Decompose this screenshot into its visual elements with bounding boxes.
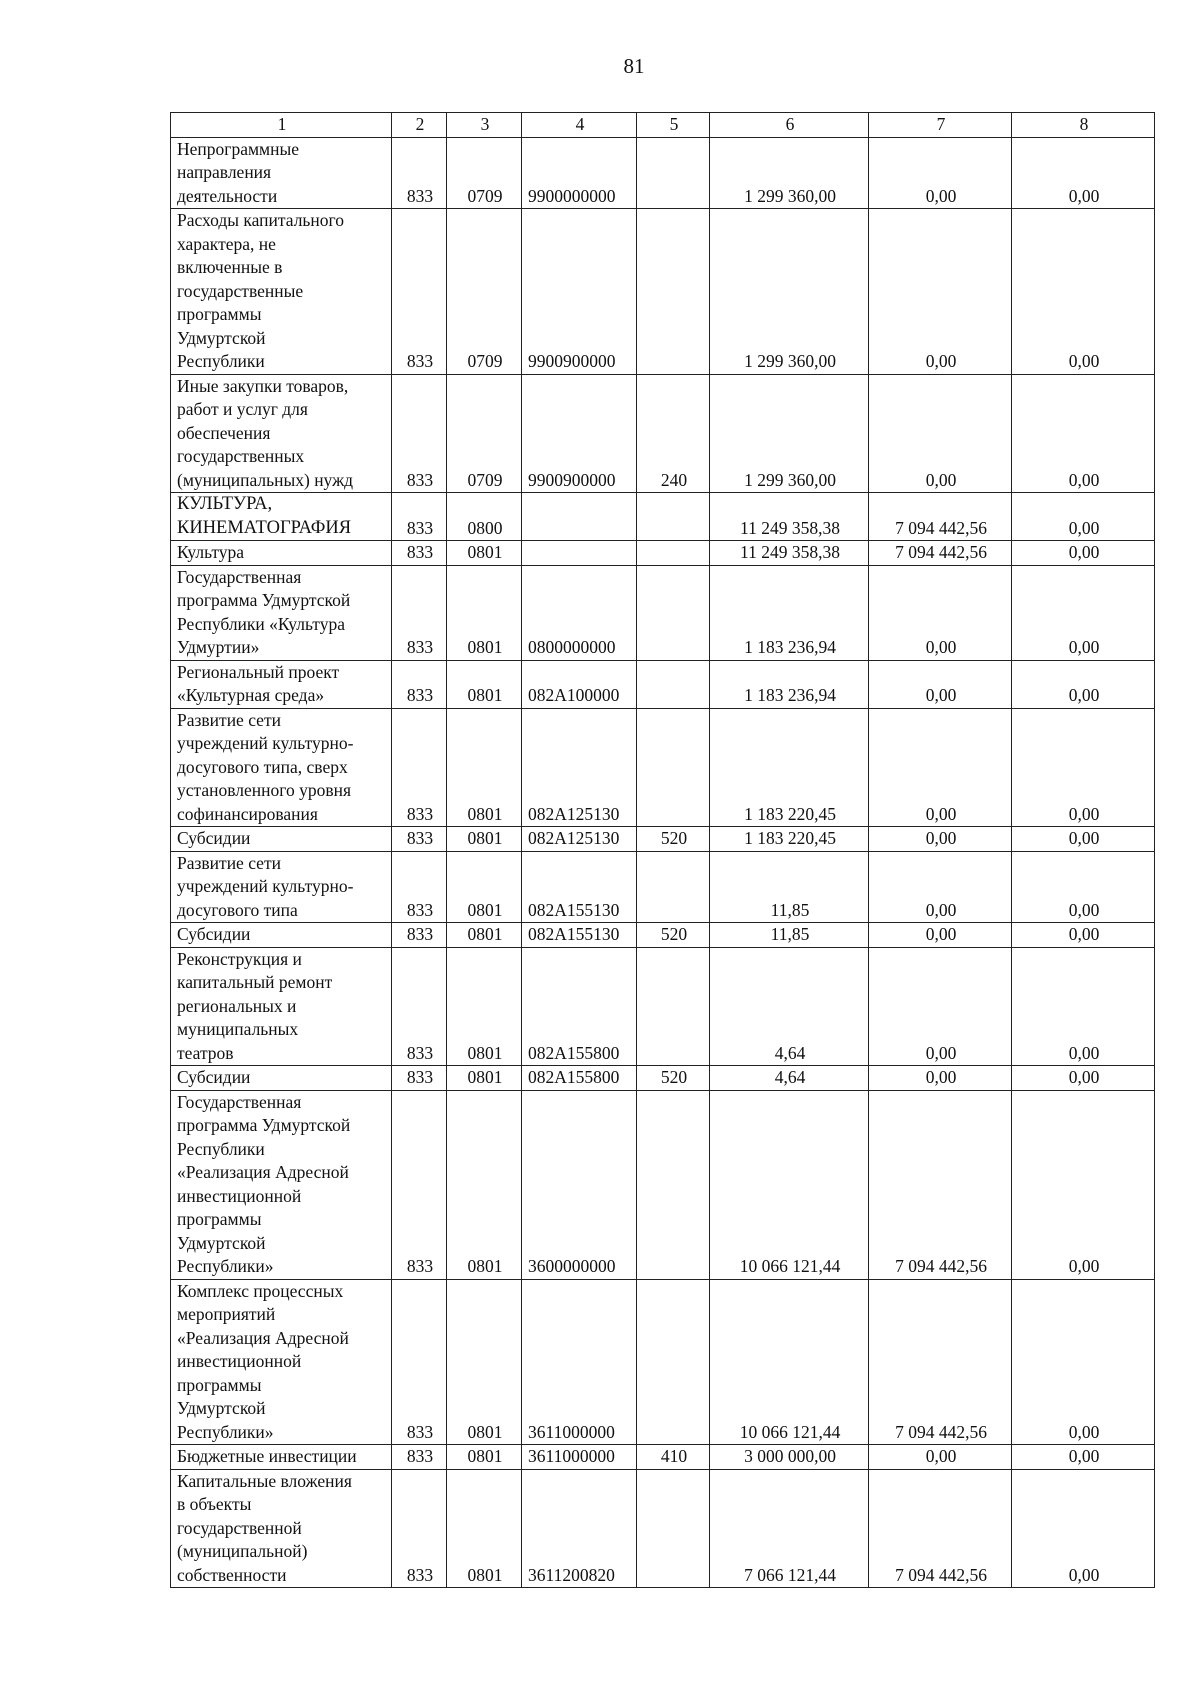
target-article-cell: 3611200820 — [522, 1469, 637, 1588]
ministry-code-cell: 833 — [392, 851, 447, 923]
target-article-cell: 9900900000 — [522, 374, 637, 493]
expense-type-cell — [637, 708, 710, 827]
header-cell: 1 — [171, 113, 392, 138]
expense-type-cell — [637, 1469, 710, 1588]
amount-other-cell: 0,00 — [1012, 137, 1155, 209]
row-name-cell: Бюджетные инвестиции — [171, 1445, 392, 1470]
amount-federal-cell: 7 094 442,56 — [869, 493, 1012, 541]
section-code-cell: 0801 — [447, 708, 522, 827]
expense-type-cell — [637, 1279, 710, 1445]
amount-other-cell: 0,00 — [1012, 923, 1155, 948]
amount-total-cell: 10 066 121,44 — [710, 1279, 869, 1445]
ministry-code-cell: 833 — [392, 137, 447, 209]
row-name-cell: Региональный проект «Культурная среда» — [171, 660, 392, 708]
section-code-cell: 0801 — [447, 1279, 522, 1445]
amount-other-cell: 0,00 — [1012, 827, 1155, 852]
table-row — [171, 137, 1155, 209]
budget-table — [170, 112, 1155, 1588]
row-name-cell: Культура — [171, 541, 392, 566]
table-row — [171, 1445, 1155, 1470]
ministry-code-cell: 833 — [392, 1279, 447, 1445]
row-name-cell: Комплекс процессных мероприятий «Реализация Адресной инвестиционной программы Удмуртской Республики» — [171, 1279, 392, 1445]
expense-type-cell: 520 — [637, 1066, 710, 1091]
section-code-cell: 0709 — [447, 137, 522, 209]
amount-other-cell: 0,00 — [1012, 1445, 1155, 1470]
section-code-cell: 0801 — [447, 565, 522, 660]
amount-total-cell: 1 183 236,94 — [710, 660, 869, 708]
section-code-cell: 0801 — [447, 1445, 522, 1470]
section-code-cell: 0801 — [447, 1469, 522, 1588]
amount-federal-cell: 0,00 — [869, 923, 1012, 948]
row-name-cell: Капитальные вложения в объекты государственной (муниципальной) собственности — [171, 1469, 392, 1588]
amount-other-cell: 0,00 — [1012, 374, 1155, 493]
section-code-cell: 0801 — [447, 541, 522, 566]
amount-federal-cell: 0,00 — [869, 827, 1012, 852]
ministry-code-cell: 833 — [392, 923, 447, 948]
table-row — [171, 947, 1155, 1066]
target-article-cell — [522, 493, 637, 541]
amount-total-cell: 3 000 000,00 — [710, 1445, 869, 1470]
section-code-cell: 0801 — [447, 947, 522, 1066]
row-name-cell: Расходы капитального характера, не включенные в государственные программы Удмуртской Республики — [171, 209, 392, 375]
expense-type-cell — [637, 947, 710, 1066]
header-cell: 2 — [392, 113, 447, 138]
target-article-cell — [522, 541, 637, 566]
row-name-cell: Субсидии — [171, 827, 392, 852]
section-code-cell: 0800 — [447, 493, 522, 541]
row-name-cell: Непрограммные направления деятельности — [171, 137, 392, 209]
header-cell: 8 — [1012, 113, 1155, 138]
amount-other-cell: 0,00 — [1012, 947, 1155, 1066]
amount-total-cell: 1 299 360,00 — [710, 209, 869, 375]
amount-federal-cell: 0,00 — [869, 947, 1012, 1066]
amount-federal-cell: 0,00 — [869, 565, 1012, 660]
amount-federal-cell: 0,00 — [869, 374, 1012, 493]
header-cell: 4 — [522, 113, 637, 138]
amount-federal-cell: 0,00 — [869, 1066, 1012, 1091]
amount-total-cell: 11,85 — [710, 923, 869, 948]
target-article-cell: 3611000000 — [522, 1445, 637, 1470]
section-code-cell: 0801 — [447, 1090, 522, 1279]
target-article-cell: 3600000000 — [522, 1090, 637, 1279]
row-name-cell: Развитие сети учреждений культурно- досугового типа, сверх установленного уровня софинансирования — [171, 708, 392, 827]
amount-total-cell: 1 183 220,45 — [710, 708, 869, 827]
amount-total-cell: 1 183 220,45 — [710, 827, 869, 852]
expense-type-cell — [637, 660, 710, 708]
target-article-cell: 082A155800 — [522, 947, 637, 1066]
table-row — [171, 209, 1155, 375]
amount-federal-cell: 0,00 — [869, 137, 1012, 209]
ministry-code-cell: 833 — [392, 541, 447, 566]
header-cell: 7 — [869, 113, 1012, 138]
table-row — [171, 1469, 1155, 1588]
section-code-cell: 0801 — [447, 851, 522, 923]
row-name-cell: Развитие сети учреждений культурно- досугового типа — [171, 851, 392, 923]
table-row — [171, 1066, 1155, 1091]
target-article-cell: 082A100000 — [522, 660, 637, 708]
target-article-cell: 082A155130 — [522, 923, 637, 948]
row-name-cell: Иные закупки товаров, работ и услуг для обеспечения государственных (муниципальных) нужд — [171, 374, 392, 493]
ministry-code-cell: 833 — [392, 209, 447, 375]
expense-type-cell — [637, 565, 710, 660]
amount-federal-cell: 7 094 442,56 — [869, 1279, 1012, 1445]
expense-type-cell: 520 — [637, 923, 710, 948]
amount-federal-cell: 0,00 — [869, 1445, 1012, 1470]
expense-type-cell — [637, 137, 710, 209]
row-name-cell: КУЛЬТУРА, КИНЕМАТОГРАФИЯ — [171, 493, 392, 541]
target-article-cell: 3611000000 — [522, 1279, 637, 1445]
table-header-row — [171, 113, 1155, 138]
amount-federal-cell: 0,00 — [869, 660, 1012, 708]
expense-type-cell: 240 — [637, 374, 710, 493]
row-name-cell: Государственная программа Удмуртской Республики «Реализация Адресной инвестиционной программы Удмуртской Республики» — [171, 1090, 392, 1279]
expense-type-cell — [637, 1090, 710, 1279]
amount-total-cell: 4,64 — [710, 947, 869, 1066]
section-code-cell: 0801 — [447, 660, 522, 708]
ministry-code-cell: 833 — [392, 374, 447, 493]
amount-other-cell: 0,00 — [1012, 1279, 1155, 1445]
amount-other-cell: 0,00 — [1012, 1066, 1155, 1091]
ministry-code-cell: 833 — [392, 1445, 447, 1470]
expense-type-cell — [637, 541, 710, 566]
table-row — [171, 1090, 1155, 1279]
ministry-code-cell: 833 — [392, 827, 447, 852]
section-code-cell: 0801 — [447, 923, 522, 948]
amount-federal-cell: 0,00 — [869, 209, 1012, 375]
target-article-cell: 082A125130 — [522, 827, 637, 852]
target-article-cell: 082A125130 — [522, 708, 637, 827]
amount-other-cell: 0,00 — [1012, 851, 1155, 923]
ministry-code-cell: 833 — [392, 493, 447, 541]
amount-federal-cell: 7 094 442,56 — [869, 541, 1012, 566]
amount-total-cell: 11 249 358,38 — [710, 493, 869, 541]
amount-other-cell: 0,00 — [1012, 565, 1155, 660]
section-code-cell: 0709 — [447, 374, 522, 493]
ministry-code-cell: 833 — [392, 1469, 447, 1588]
ministry-code-cell: 833 — [392, 947, 447, 1066]
table-row — [171, 493, 1155, 541]
target-article-cell: 082A155800 — [522, 1066, 637, 1091]
target-article-cell: 9900900000 — [522, 209, 637, 375]
ministry-code-cell: 833 — [392, 708, 447, 827]
ministry-code-cell: 833 — [392, 660, 447, 708]
row-name-cell: Субсидии — [171, 923, 392, 948]
amount-federal-cell: 0,00 — [869, 708, 1012, 827]
amount-total-cell: 11 249 358,38 — [710, 541, 869, 566]
amount-federal-cell: 0,00 — [869, 851, 1012, 923]
table-row — [171, 827, 1155, 852]
expense-type-cell: 520 — [637, 827, 710, 852]
row-name-cell: Реконструкция и капитальный ремонт региональных и муниципальных театров — [171, 947, 392, 1066]
amount-other-cell: 0,00 — [1012, 541, 1155, 566]
table-row — [171, 923, 1155, 948]
amount-total-cell: 1 299 360,00 — [710, 137, 869, 209]
expense-type-cell: 410 — [637, 1445, 710, 1470]
row-name-cell: Государственная программа Удмуртской Республики «Культура Удмуртии» — [171, 565, 392, 660]
amount-other-cell: 0,00 — [1012, 1469, 1155, 1588]
amount-total-cell: 10 066 121,44 — [710, 1090, 869, 1279]
ministry-code-cell: 833 — [392, 565, 447, 660]
amount-other-cell: 0,00 — [1012, 493, 1155, 541]
table-row — [171, 1279, 1155, 1445]
amount-total-cell: 4,64 — [710, 1066, 869, 1091]
amount-other-cell: 0,00 — [1012, 708, 1155, 827]
target-article-cell: 082A155130 — [522, 851, 637, 923]
amount-other-cell: 0,00 — [1012, 1090, 1155, 1279]
target-article-cell: 0800000000 — [522, 565, 637, 660]
table-row — [171, 374, 1155, 493]
table-row — [171, 851, 1155, 923]
section-code-cell: 0801 — [447, 1066, 522, 1091]
amount-total-cell: 7 066 121,44 — [710, 1469, 869, 1588]
table-row — [171, 708, 1155, 827]
expense-type-cell — [637, 493, 710, 541]
page-number: 81 — [623, 54, 645, 78]
amount-total-cell: 1 183 236,94 — [710, 565, 869, 660]
section-code-cell: 0709 — [447, 209, 522, 375]
amount-other-cell: 0,00 — [1012, 209, 1155, 375]
amount-federal-cell: 7 094 442,56 — [869, 1469, 1012, 1588]
amount-other-cell: 0,00 — [1012, 660, 1155, 708]
header-cell: 3 — [447, 113, 522, 138]
header-cell: 5 — [637, 113, 710, 138]
expense-type-cell — [637, 851, 710, 923]
amount-total-cell: 11,85 — [710, 851, 869, 923]
ministry-code-cell: 833 — [392, 1066, 447, 1091]
row-name-cell: Субсидии — [171, 1066, 392, 1091]
table-row — [171, 565, 1155, 660]
target-article-cell: 9900000000 — [522, 137, 637, 209]
amount-federal-cell: 7 094 442,56 — [869, 1090, 1012, 1279]
expense-type-cell — [637, 209, 710, 375]
table-row — [171, 541, 1155, 566]
header-cell: 6 — [710, 113, 869, 138]
table-row — [171, 660, 1155, 708]
section-code-cell: 0801 — [447, 827, 522, 852]
ministry-code-cell: 833 — [392, 1090, 447, 1279]
amount-total-cell: 1 299 360,00 — [710, 374, 869, 493]
